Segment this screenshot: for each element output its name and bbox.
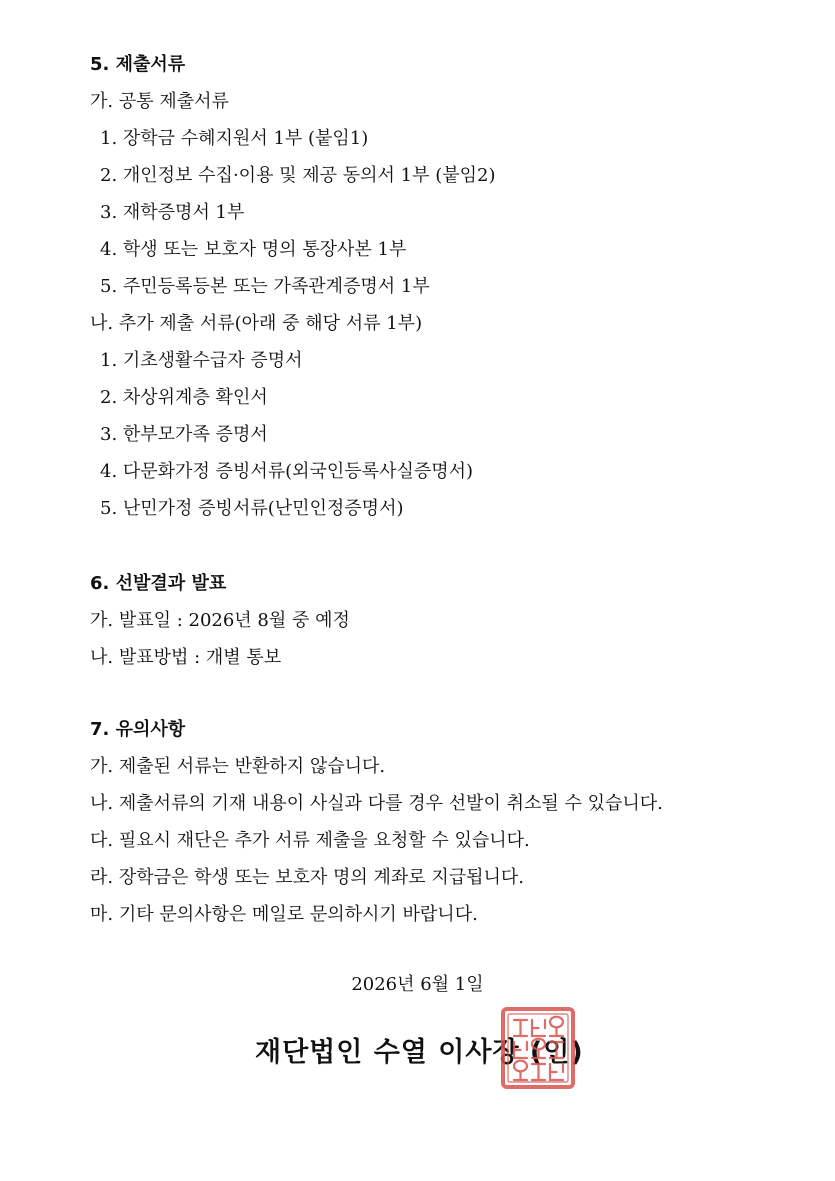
- list-item: 라. 장학금은 학생 또는 보호자 명의 계좌로 지급됩니다.: [90, 867, 525, 888]
- list-item: 1. 장학금 수혜지원서 1부 (붙임1): [100, 128, 369, 149]
- seal-glyph-stroke: [532, 1039, 545, 1058]
- list-item: 가. 발표일 : 2026년 8월 중 예정: [90, 610, 350, 631]
- official-seal-icon: [500, 1006, 576, 1090]
- section-heading: 7. 유의사항: [90, 719, 186, 740]
- list-item: 4. 학생 또는 보호자 명의 통장사본 1부: [100, 239, 407, 260]
- list-item: 나. 제출서류의 기재 내용이 사실과 다를 경우 선발이 취소될 수 있습니다.: [90, 793, 663, 814]
- seal-glyph-stroke: [550, 1064, 563, 1080]
- group-title: 가. 공통 제출서류: [90, 91, 229, 112]
- seal-glyph-stroke: [514, 1042, 527, 1058]
- list-item: 나. 발표방법 : 개별 통보: [90, 647, 282, 668]
- list-item: 5. 난민가정 증빙서류(난민인정증명서): [100, 498, 404, 519]
- section-heading: 6. 선발결과 발표: [90, 573, 227, 594]
- seal-glyph-stroke: [532, 1020, 545, 1036]
- list-item: 가. 제출된 서류는 반환하지 않습니다.: [90, 756, 386, 777]
- section-heading: 5. 제출서류: [90, 54, 186, 75]
- seal-glyph-stroke: [514, 1020, 527, 1036]
- list-item: 2. 개인정보 수집·이용 및 제공 동의서 1부 (붙임2): [100, 165, 496, 186]
- seal-glyph-stroke: [550, 1017, 563, 1036]
- list-item: 5. 주민등록등본 또는 가족관계증명서 1부: [100, 276, 430, 297]
- section-notes: [90, 711, 790, 933]
- list-item: 다. 필요시 재단은 추가 서류 제출을 요청할 수 있습니다.: [90, 830, 530, 851]
- list-item: 3. 한부모가족 증명서: [100, 424, 268, 445]
- section-submission-documents: [90, 46, 790, 527]
- list-item: 1. 기초생활수급자 증명서: [100, 350, 303, 371]
- section-selection-announcement: [90, 565, 790, 676]
- issuer-signature-line: 재단법인 수열 이사장 (인): [255, 1037, 584, 1068]
- list-item: 3. 재학증명서 1부: [100, 202, 245, 223]
- seal-glyph-stroke: [514, 1061, 527, 1080]
- list-item: 2. 차상위계층 확인서: [100, 387, 268, 408]
- seal-glyph-stroke: [550, 1042, 563, 1058]
- issue-date: 2026년 6월 1일: [351, 974, 484, 995]
- group-title: 나. 추가 제출 서류(아래 중 해당 서류 1부): [90, 313, 423, 334]
- seal-glyph-stroke: [532, 1064, 545, 1080]
- list-item: 4. 다문화가정 증빙서류(외국인등록사실증명서): [100, 461, 474, 482]
- list-item: 마. 기타 문의사항은 메일로 문의하시기 바랍니다.: [90, 904, 478, 925]
